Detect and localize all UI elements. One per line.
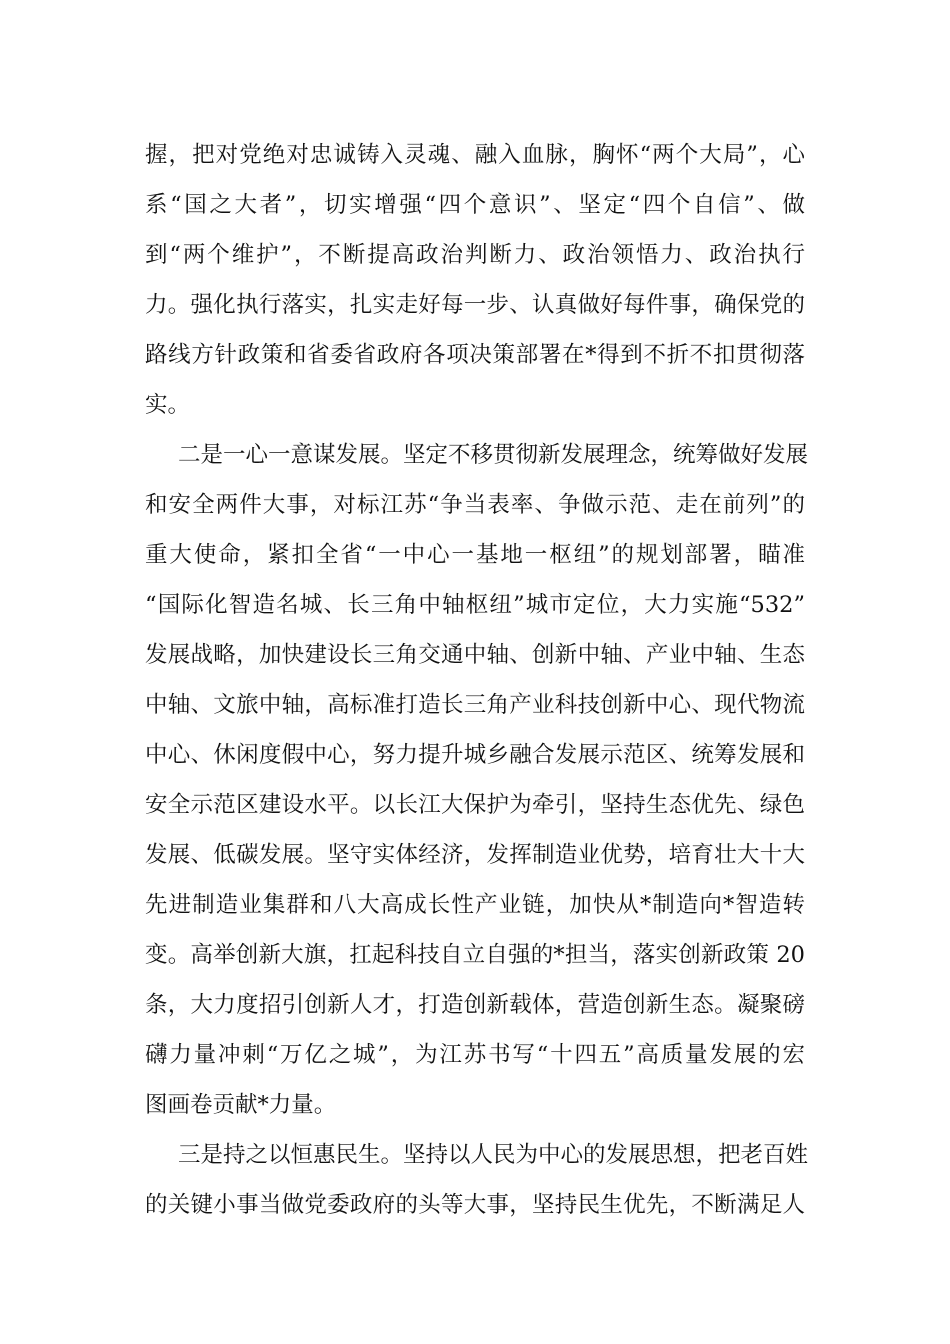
text-line: 图画卷贡献*力量。 <box>145 1092 337 1118</box>
text-line: 的关键小事当做党委政府的头等大事，坚持民生优先，不断满足人 <box>145 1192 805 1218</box>
text-line: 发展、低碳发展。坚守实体经济，发挥制造业优势，培育壮大十大 <box>145 842 805 868</box>
text-line: 礴力量冲刺“万亿之城”，为江苏书写“十四五”高质量发展的宏 <box>145 1042 805 1068</box>
text-line: 系“国之大者”，切实增强“四个意识”、坚定“四个自信”、做 <box>145 192 805 218</box>
text-line: 到“两个维护”，不断提高政治判断力、政治领悟力、政治执行 <box>145 242 805 268</box>
text-line: 和安全两件大事，对标江苏“争当表率、争做示范、走在前列”的 <box>145 492 805 518</box>
text-line: 中轴、文旅中轴，高标准打造长三角产业科技创新中心、现代物流 <box>145 692 805 718</box>
paragraph-start-line: 三是持之以恒惠民生。坚持以人民为中心的发展思想，把老百姓 <box>178 1142 809 1168</box>
text-line: 条，大力度招引创新人才，打造创新载体，营造创新生态。凝聚磅 <box>145 992 805 1018</box>
text-line: 中心、休闲度假中心，努力提升城乡融合发展示范区、统筹发展和 <box>145 742 805 768</box>
text-line: 重大使命，紧扣全省“一中心一基地一枢纽”的规划部署，瞄准 <box>145 542 805 568</box>
body-text <box>145 130 809 1230</box>
text-line: 发展战略，加快建设长三角交通中轴、创新中轴、产业中轴、生态 <box>145 642 805 668</box>
text-line: 握，把对党绝对忠诚铸入灵魂、融入血脉，胸怀“两个大局”，心 <box>145 142 805 168</box>
text-line: “国际化智造名城、长三角中轴枢纽”城市定位，大力实施“532” <box>145 592 805 618</box>
text-line: 变。高举创新大旗，扛起科技自立自强的*担当，落实创新政策 20 <box>145 942 805 968</box>
text-line: 力。强化执行落实，扎实走好每一步、认真做好每件事，确保党的 <box>145 292 805 318</box>
paragraph-start-line: 二是一心一意谋发展。坚定不移贯彻新发展理念，统筹做好发展 <box>178 442 809 468</box>
text-line: 先进制造业集群和八大高成长性产业链，加快从*制造向*智造转 <box>145 892 805 918</box>
text-line: 实。 <box>145 392 191 418</box>
text-line: 路线方针政策和省委省政府各项决策部署在*得到不折不扣贯彻落 <box>145 342 805 368</box>
text-line: 安全示范区建设水平。以长江大保护为牵引，坚持生态优先、绿色 <box>145 792 805 818</box>
